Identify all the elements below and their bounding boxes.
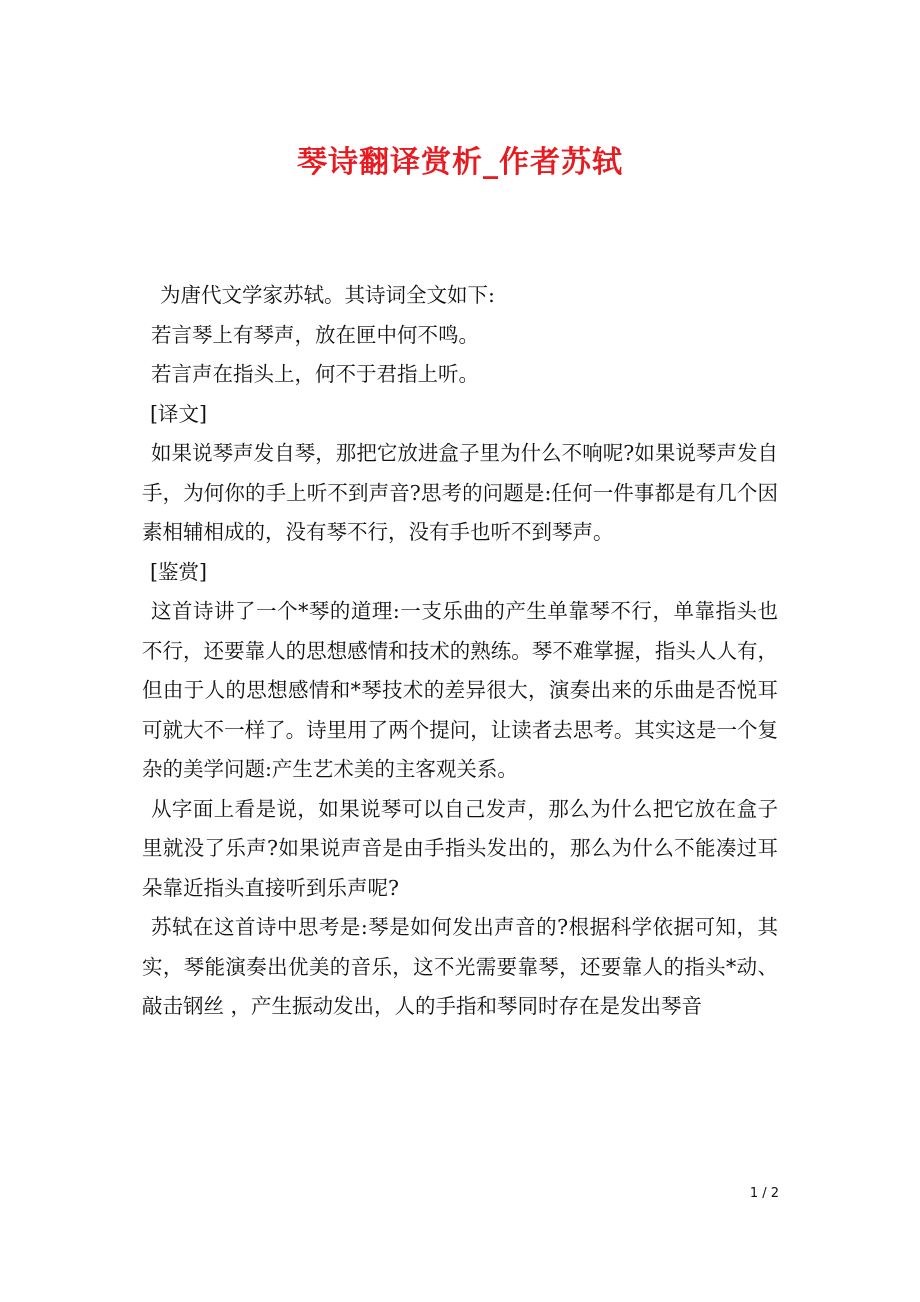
article-body: [142, 276, 778, 1027]
page-title: 琴诗翻译赏析_作者苏轼: [297, 145, 623, 180]
analysis-paragraph: 苏轼在这首诗中思考是:琴是如何发出声音的?根据科学依据可知，其实，琴能演奏出优美的音乐，这不光需要靠琴，还要靠人的指头*动、敲击钢丝 ，产生振动发出，人的手指和琴同时存在是发出琴音: [142, 915, 778, 1018]
translation-heading: [译文]: [150, 401, 207, 426]
translation-paragraph: 如果说琴声发自琴，那把它放进盒子里为什么不响呢?如果说琴声发自手，为何你的手上听不到声音?思考的问题是:任何一件事都是有几个因素相辅相成的，没有琴不行，没有手也听不到琴声。: [142, 441, 778, 544]
literal-meaning-paragraph: 从字面上看是说，如果说琴可以自己发声，那么为什么把它放在盒子里就没了乐声?如果说声音是由手指头发出的，那么为什么不能凑过耳朵靠近指头直接听到乐声呢?: [142, 796, 778, 900]
poem-line-2: 若言声在指头上，何不于君指上听。: [151, 362, 479, 386]
page-number: 1 / 2: [749, 1186, 779, 1201]
poem-line-1: 若言琴上有琴声，放在匣中何不鸣。: [151, 322, 479, 347]
intro-paragraph: 为唐代文学家苏轼。其诗词全文如下:: [160, 283, 495, 307]
appreciation-heading: [鉴赏]: [150, 559, 207, 584]
appreciation-paragraph: 这首诗讲了一个*琴的道理:一支乐曲的产生单靠琴不行，单靠指头也不行，还要靠人的思想感情和技术的熟练。琴不难掌握，指头人人有，但由于人的思想感情和*琴技术的差异很大，演奏出来的乐曲是否悦耳可就大不一样了。诗里用了两个提问，让读者去思考。其实这是一个复杂的美学问题:产生艺术美的主客观关系。: [142, 599, 778, 781]
